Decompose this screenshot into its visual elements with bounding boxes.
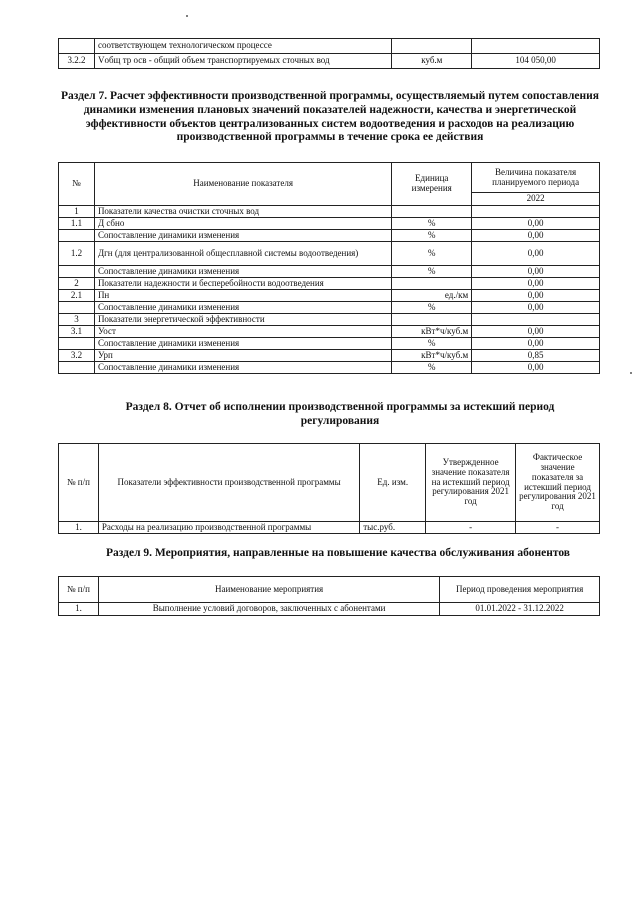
row-value: 0,00: [472, 362, 600, 374]
row-unit: куб.м: [392, 54, 472, 69]
row-unit: %: [392, 302, 472, 314]
table-row: [59, 302, 600, 314]
row-unit: %: [392, 362, 472, 374]
row-name: Показатели энергетической эффективности: [94, 314, 391, 326]
row-value: [472, 206, 600, 218]
header-year: 2022: [472, 193, 600, 206]
table-row: [59, 218, 600, 230]
row-num: 1.2: [59, 242, 95, 266]
row-name: Урп: [94, 350, 391, 362]
row-value: 0,00: [472, 218, 600, 230]
row-approved: -: [426, 522, 516, 534]
table-header-row: [59, 163, 600, 193]
row-value: 0,00: [472, 230, 600, 242]
row-unit: [392, 206, 472, 218]
table-row: [59, 266, 600, 278]
row-value: 0,00: [472, 242, 600, 266]
row-name: Сопоставление динамики изменения: [94, 266, 391, 278]
section9-title: Раздел 9. Мероприятия, направленные на повышение качества обслуживания абонентов: [105, 547, 570, 559]
table-row: [59, 522, 600, 534]
row-name: Дгн (для централизованной общесплавной системы водоотведения): [94, 242, 391, 266]
row-unit: тыс.руб.: [360, 522, 426, 534]
table-row: [59, 206, 600, 218]
header-actual: Фактическое значение показателя за истекший период регулирования 2021 год: [516, 444, 600, 522]
table-row: [59, 338, 600, 350]
row-value: 0,00: [472, 338, 600, 350]
row-name: Д сбно: [94, 218, 391, 230]
section7-title: Раздел 7. Расчет эффективности производственной программы, осуществляемый путем сопоставления динамики изменения плановых значений показателей надежности, качества и энергетической эффективности объектов централизованных систем водоотведения и расходов на реализацию производственной программы в течение срока ее действия: [61, 90, 599, 144]
table-header-row: [59, 444, 600, 522]
table-row: [59, 350, 600, 362]
header-name: Наименование мероприятия: [98, 577, 439, 603]
row-value: 0,00: [472, 290, 600, 302]
row-actual: -: [516, 522, 600, 534]
row-unit: [392, 278, 472, 290]
table-row: [59, 290, 600, 302]
table-row: [59, 230, 600, 242]
row-num: 1.: [59, 603, 99, 616]
row-unit: %: [392, 230, 472, 242]
header-unit: Ед. изм.: [360, 444, 426, 522]
scan-speck: [630, 372, 632, 374]
row-value: 0,00: [472, 278, 600, 290]
row-unit: %: [392, 242, 472, 266]
table-header-row: [59, 577, 600, 603]
table-row: [59, 39, 600, 54]
row-num: 3: [59, 314, 95, 326]
header-unit: Единица измерения: [392, 163, 472, 206]
table-row: [59, 362, 600, 374]
row-name: соответствующем технологическом процессе: [94, 39, 391, 54]
row-name: Vобщ тр осв - общий объем транспортируемых сточных вод: [94, 54, 391, 69]
header-name: Показатели эффективности производственной программы: [98, 444, 359, 522]
header-num: № п/п: [59, 577, 99, 603]
table-row: [59, 314, 600, 326]
table-row: [59, 278, 600, 290]
row-num: [59, 230, 95, 242]
row-unit: ед./км: [392, 290, 472, 302]
row-num: 2.1: [59, 290, 95, 302]
row-period: 01.01.2022 - 31.12.2022: [440, 603, 600, 616]
row-num: [59, 362, 95, 374]
row-num: 3.1: [59, 326, 95, 338]
row-num: [59, 302, 95, 314]
row-value: 104 050,00: [472, 54, 600, 69]
row-value: [472, 314, 600, 326]
row-unit: [392, 39, 472, 54]
row-num: 2: [59, 278, 95, 290]
top-continuation-table: [58, 38, 600, 69]
row-name: Сопоставление динамики изменения: [94, 302, 391, 314]
row-num: 1.1: [59, 218, 95, 230]
row-name: Показатели надежности и бесперебойности водоотведения: [94, 278, 391, 290]
row-name: Пн: [94, 290, 391, 302]
table-row: [59, 242, 600, 266]
row-value: [472, 39, 600, 54]
row-name: Выполнение условий договоров, заключенных с абонентами: [98, 603, 439, 616]
header-num: №: [59, 163, 95, 206]
row-unit: %: [392, 338, 472, 350]
table-row: [59, 603, 600, 616]
row-unit: [392, 314, 472, 326]
row-num: 3.2: [59, 350, 95, 362]
section7-table: [58, 162, 600, 374]
row-name: Сопоставление динамики изменения: [94, 362, 391, 374]
header-value: Величина показателя планируемого периода: [472, 163, 600, 193]
row-value: 0,00: [472, 302, 600, 314]
header-approved: Утвержденное значение показателя на истекший период регулирования 2021 год: [426, 444, 516, 522]
row-unit: кВт*ч/куб.м: [392, 326, 472, 338]
scan-speck: [186, 15, 188, 17]
row-unit: %: [392, 218, 472, 230]
section9-table: [58, 576, 600, 616]
row-num: [59, 266, 95, 278]
row-name: Сопоставление динамики изменения: [94, 338, 391, 350]
section8-table: [58, 443, 600, 534]
row-name: Сопоставление динамики изменения: [94, 230, 391, 242]
row-num: 1: [59, 206, 95, 218]
row-num: 3.2.2: [59, 54, 95, 69]
row-unit: кВт*ч/куб.м: [392, 350, 472, 362]
row-num: [59, 338, 95, 350]
table-row: [59, 54, 600, 69]
row-value: 0,00: [472, 266, 600, 278]
row-name: Показатели качества очистки сточных вод: [94, 206, 391, 218]
row-num: [59, 39, 95, 54]
header-name: Наименование показателя: [94, 163, 391, 206]
row-value: 0,00: [472, 326, 600, 338]
row-name: Расходы на реализацию производственной программы: [98, 522, 359, 534]
row-value: 0,85: [472, 350, 600, 362]
header-period: Период проведения мероприятия: [440, 577, 600, 603]
section8-title: Раздел 8. Отчет об исполнении производственной программы за истекший период регулирования: [125, 401, 555, 427]
row-unit: %: [392, 266, 472, 278]
row-name: Уост: [94, 326, 391, 338]
table-row: [59, 326, 600, 338]
row-num: 1.: [59, 522, 99, 534]
header-num: № п/п: [59, 444, 99, 522]
